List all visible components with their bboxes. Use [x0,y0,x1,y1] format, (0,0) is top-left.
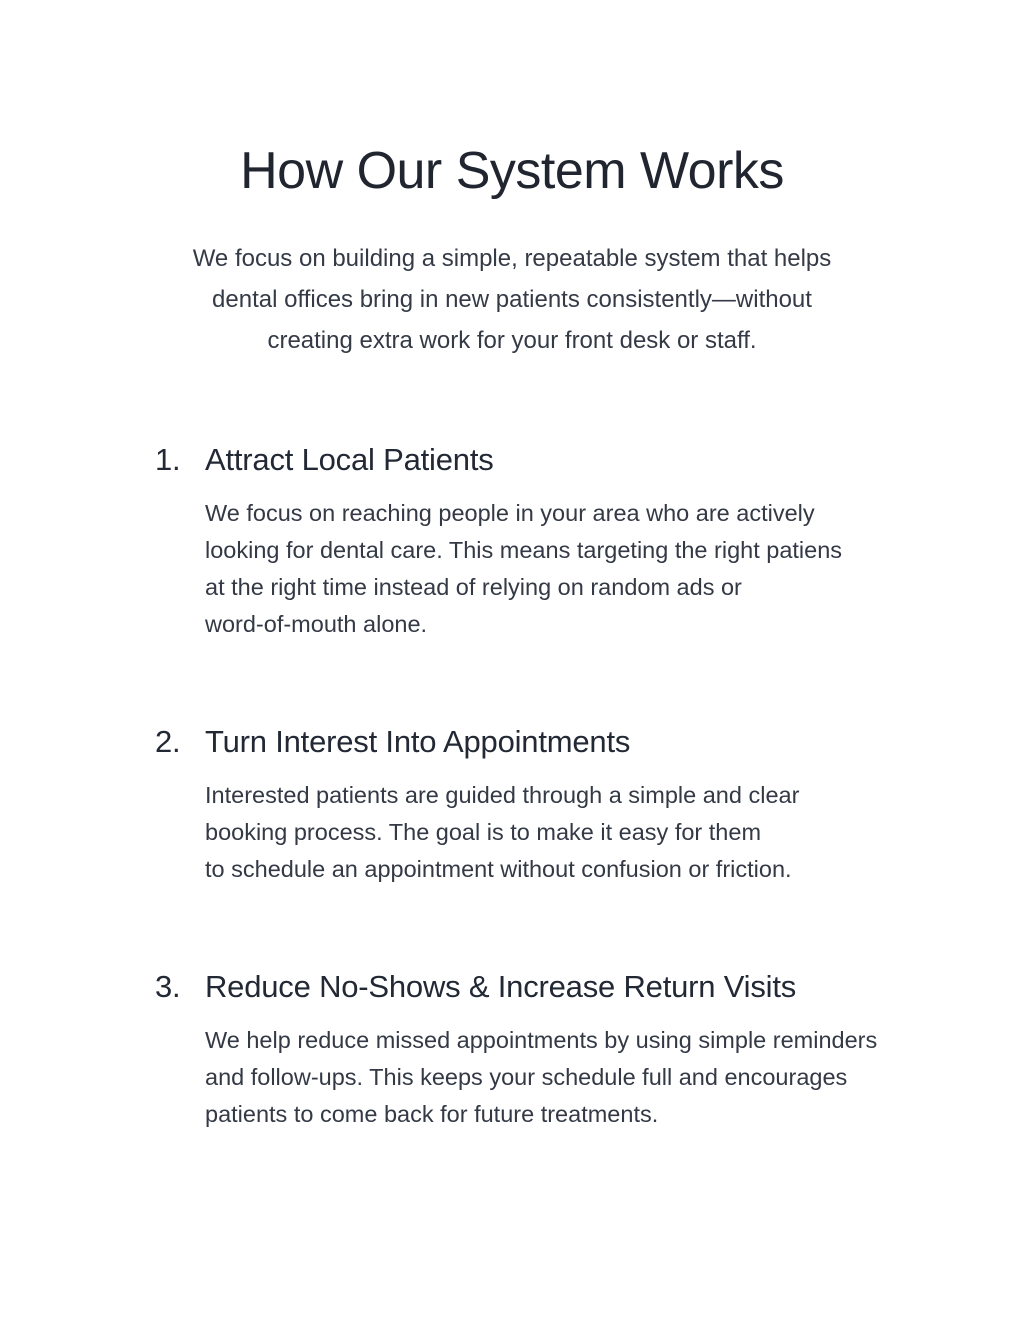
body-line: patients to come back for future treatments. [205,1101,659,1127]
body-line: word-of-mouth alone. [205,611,428,637]
section-attract-local-patients [155,441,914,643]
section-reduce-no-shows [155,968,914,1133]
body-line: We focus on reaching people in your area who are actively [205,500,815,526]
section-turn-interest-into-appointments [155,723,914,888]
section-number: 3. [155,969,181,1004]
section-heading-text: Reduce No-Shows & Increase Return Visits [205,969,797,1004]
intro-line: We focus on building a simple, repeatable system that helps [192,245,832,272]
section-heading [155,441,914,479]
body-line: Interested patients are guided through a simple and clear [205,782,800,808]
page-title: How Our System Works [240,142,784,200]
section-number: 2. [155,724,181,759]
body-line: at the right time instead of relying on random ads or [205,574,742,600]
sections-container [0,441,1024,1133]
section-number: 1. [155,442,181,477]
body-line: to schedule an appointment without confusion or friction. [205,856,792,882]
section-heading [155,723,914,761]
intro-line: creating extra work for your front desk or staff. [267,327,757,354]
intro-line: dental offices bring in new patients consistently—without [212,286,812,313]
body-line: booking process. The goal is to make it easy for them [205,819,762,845]
section-body [205,495,914,643]
body-line: looking for dental care. This means targeting the right patiens [205,537,843,563]
section-body [205,1022,914,1133]
body-line: and follow-ups. This keeps your schedule full and encourages [205,1064,848,1090]
body-line: We help reduce missed appointments by using simple reminders [205,1027,878,1053]
section-body [205,777,914,888]
section-heading-text: Turn Interest Into Appointments [205,724,631,759]
intro-paragraph [0,238,1024,361]
section-heading [155,968,914,1006]
section-heading-text: Attract Local Patients [205,442,494,477]
